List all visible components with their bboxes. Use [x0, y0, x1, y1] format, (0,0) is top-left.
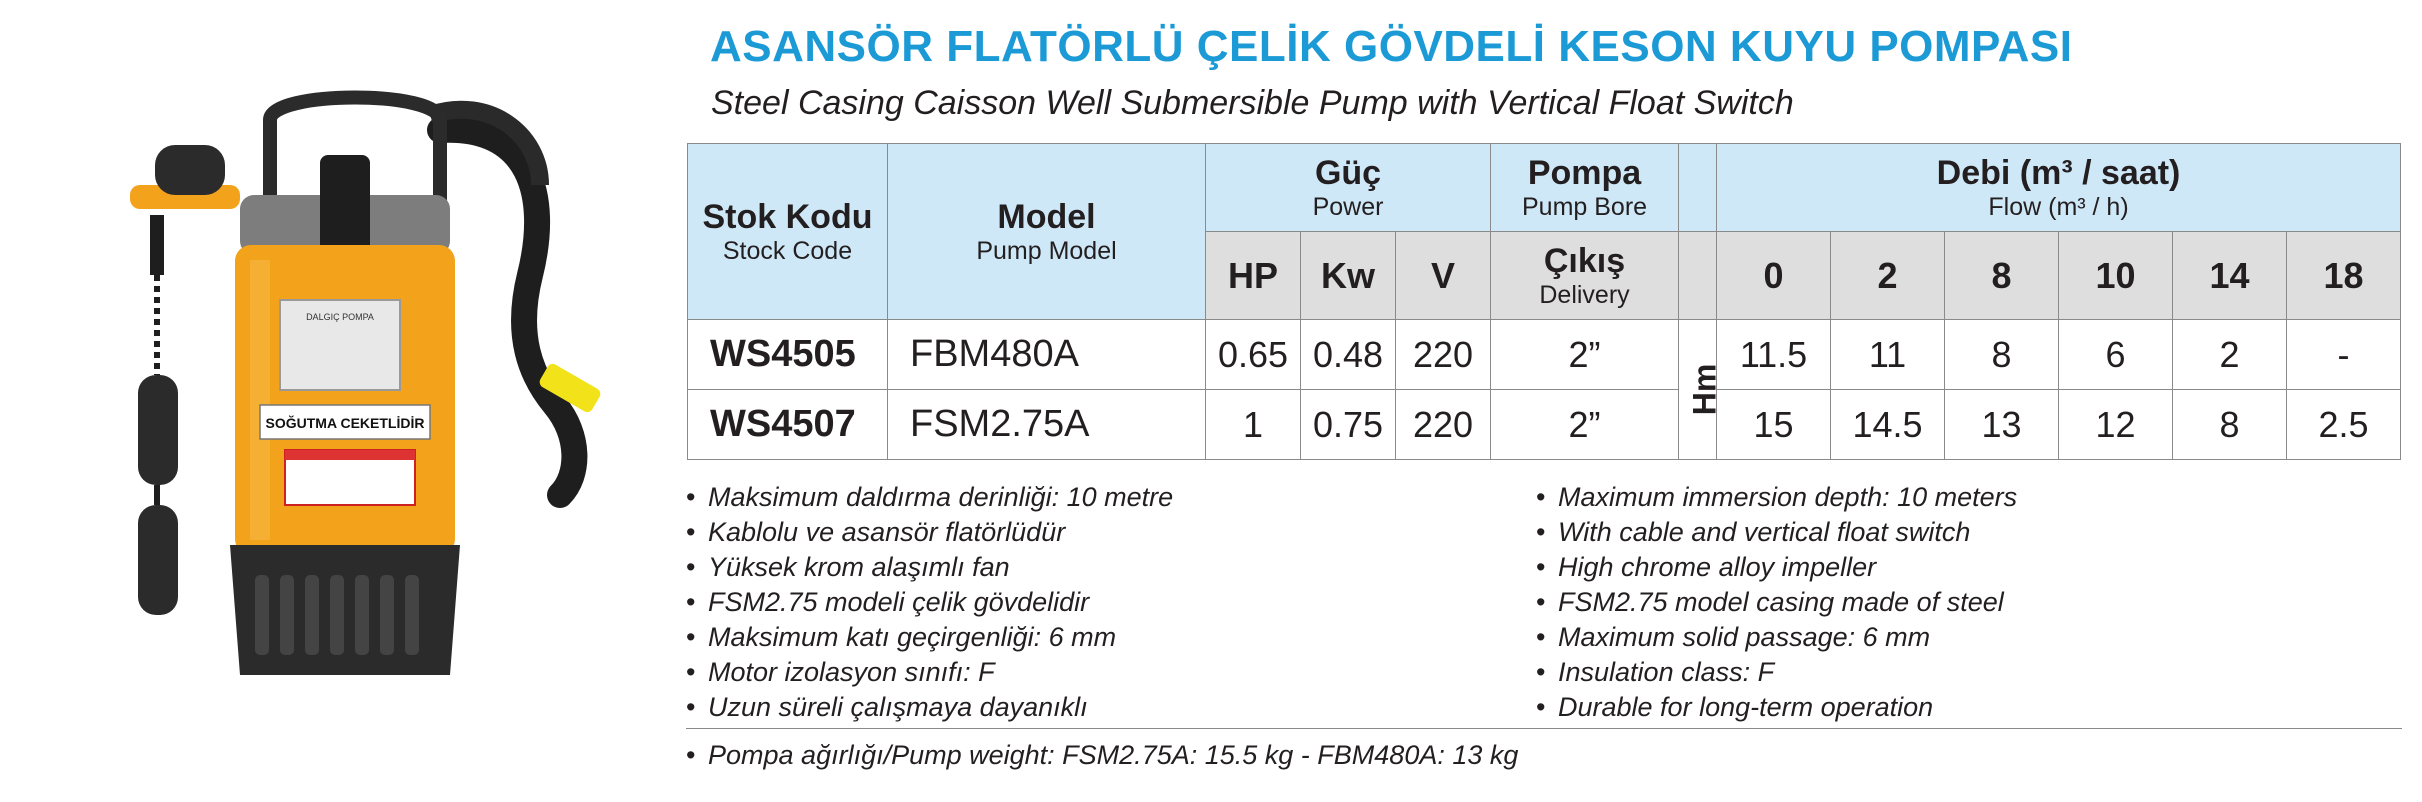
cell-flow: 2.5 — [2287, 390, 2401, 460]
header-power: Güç Power — [1206, 144, 1491, 232]
header-hp: HP — [1206, 232, 1301, 320]
header-delivery: Çıkış Delivery — [1491, 232, 1679, 320]
cell-flow: 14.5 — [1831, 390, 1945, 460]
pump-brand-label: DALGIÇ POMPA — [306, 312, 374, 322]
header-flow-point: 2 — [1831, 232, 1945, 320]
features-list-turkish — [686, 480, 1173, 725]
header-flow: Debi (m³ / saat) Flow (m³ / h) — [1717, 144, 2401, 232]
hm-label-cell — [1679, 320, 1723, 460]
cooling-jacket-label: SOĞUTMA CEKETLİDİR — [265, 415, 425, 431]
list-item: • FSM2.75 modeli çelik gövdelidir — [686, 585, 1173, 620]
list-item: • With cable and vertical float switch — [1536, 515, 2017, 550]
list-item: • Durable for long-term operation — [1536, 690, 2017, 725]
features-list-english — [1536, 480, 2017, 725]
header-kw: Kw — [1301, 232, 1396, 320]
header-v: V — [1396, 232, 1491, 320]
cell-flow: 8 — [1945, 320, 2059, 390]
list-item: • Maksimum daldırma derinliği: 10 metre — [686, 480, 1173, 515]
cell-flow: 11.5 — [1717, 320, 1831, 390]
cell-kw: 0.48 — [1301, 320, 1396, 390]
header-flow-point: 0 — [1717, 232, 1831, 320]
table-row — [688, 390, 2401, 460]
cell-stock-code: WS4507 — [688, 390, 888, 460]
cell-hp: 0.65 — [1206, 320, 1301, 390]
header-pump-bore: Pompa Pump Bore — [1491, 144, 1679, 232]
cell-kw: 0.75 — [1301, 390, 1396, 460]
list-item: • Maximum solid passage: 6 mm — [1536, 620, 2017, 655]
cell-flow: 8 — [2173, 390, 2287, 460]
cell-flow: - — [2287, 320, 2401, 390]
header-flow-point: 14 — [2173, 232, 2287, 320]
cell-flow: 2 — [2173, 320, 2287, 390]
cell-flow: 15 — [1717, 390, 1831, 460]
cell-model: FBM480A — [888, 320, 1206, 390]
page-subtitle-english: Steel Casing Caisson Well Submersible Pump with Vertical Float Switch — [711, 84, 1794, 122]
list-item: • High chrome alloy impeller — [1536, 550, 2017, 585]
cell-v: 220 — [1396, 390, 1491, 460]
cell-flow: 12 — [2059, 390, 2173, 460]
page-title-turkish: ASANSÖR FLATÖRLÜ ÇELİK GÖVDELİ KESON KUYU POMPASI — [710, 22, 2073, 71]
header-spacer — [1679, 144, 1717, 232]
divider — [686, 728, 2402, 729]
power-cable — [440, 130, 574, 495]
list-item: • Motor izolasyon sınıfı: F — [686, 655, 1173, 690]
header-flow-point: 18 — [2287, 232, 2401, 320]
cell-hp: 1 — [1206, 390, 1301, 460]
list-item: • Insulation class: F — [1536, 655, 2017, 690]
list-item: • FSM2.75 model casing made of steel — [1536, 585, 2017, 620]
list-item: • Maksimum katı geçirgenliği: 6 mm — [686, 620, 1173, 655]
cell-flow: 11 — [1831, 320, 1945, 390]
table-row — [688, 320, 2401, 390]
list-item: • Maximum immersion depth: 10 meters — [1536, 480, 2017, 515]
weight-note-list — [686, 738, 1518, 773]
cell-v: 220 — [1396, 320, 1491, 390]
spec-table — [687, 143, 2401, 460]
list-item: • Kablolu ve asansör flatörlüdür — [686, 515, 1173, 550]
cell-delivery: 2” — [1491, 320, 1679, 390]
cell-stock-code: WS4505 — [688, 320, 888, 390]
header-flow-point: 8 — [1945, 232, 2059, 320]
header-flow-point: 10 — [2059, 232, 2173, 320]
header-model: Model Pump Model — [888, 144, 1206, 320]
cell-model: FSM2.75A — [888, 390, 1206, 460]
list-item: • Yüksek krom alaşımlı fan — [686, 550, 1173, 585]
cell-delivery: 2” — [1491, 390, 1679, 460]
pump-image — [110, 75, 630, 685]
header-spacer-2 — [1679, 232, 1717, 320]
cell-flow: 6 — [2059, 320, 2173, 390]
list-item: • Uzun süreli çalışmaya dayanıklı — [686, 690, 1173, 725]
weight-note: • Pompa ağırlığı/Pump weight: FSM2.75A: 15.5 kg - FBM480A: 13 kg — [686, 738, 1518, 773]
hm-label: Hm — [1686, 363, 1723, 416]
header-stock-code: Stok Kodu Stock Code — [688, 144, 888, 320]
cell-flow: 13 — [1945, 390, 2059, 460]
